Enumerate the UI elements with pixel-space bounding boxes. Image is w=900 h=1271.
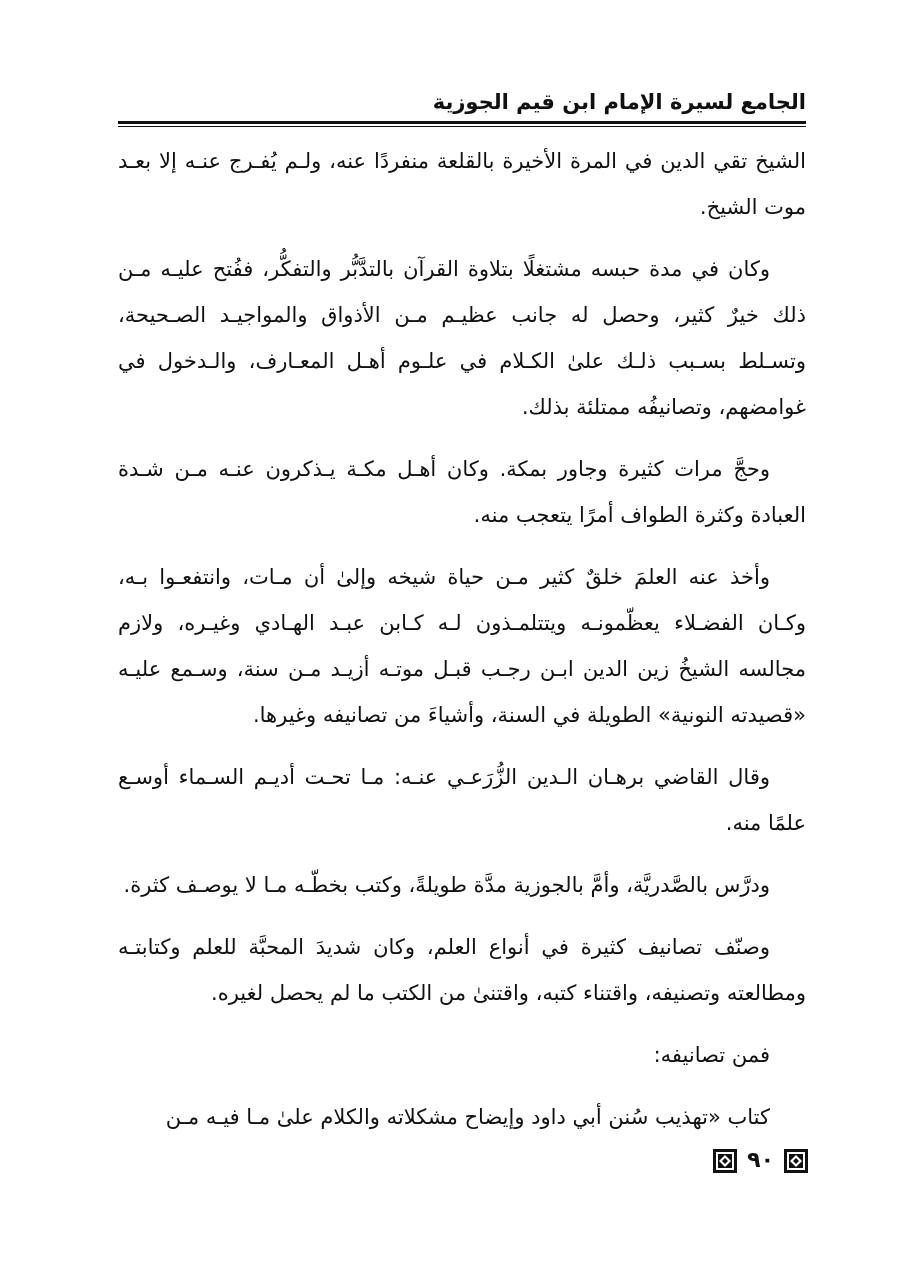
ornament-icon [713, 1149, 737, 1173]
page-number: ٩٠ [747, 1148, 774, 1173]
paragraph: فمن تصانيفه: [653, 1043, 770, 1067]
paragraph: كتاب «تهذيب سُنن أبي داود وإيضاح مشكلاته والكلام علىٰ مـا فيـه مـن [165, 1105, 770, 1129]
header-rule-thick [118, 121, 806, 124]
ornament-icon [784, 1149, 808, 1173]
page-header [118, 84, 806, 120]
paragraph: وقال القاضي برهـان الـدين الزُّرَعـي عنـه: مـا تحـت أديـم السـماء أوسـع علمًا منه. [118, 765, 806, 835]
body-text [118, 138, 806, 1156]
paragraph: الشيخ تقي الدين في المرة الأخيرة بالقلعة منفردًا عنه، ولـم يُفـرج عنـه إلا بعـد موت الشيخ. [118, 149, 806, 219]
paragraph: ودرَّس بالصَّدريَّة، وأمَّ بالجوزية مدَّة طويلةً، وكتب بخطّـه مـا لا يوصـف كثرة. [123, 873, 770, 897]
paragraph: وأخذ عنه العلمَ خلقٌ كثير مـن حياة شيخه وإلىٰ أن مـات، وانتفعـوا بـه، وكـان الفضـلاء يعظّمونـه ويتتلمـذون لـه كـابن عبـد الهـادي وغيـره، ولازم مجالسه الشيخُ زين الدين ابـن رجـب قبـل موتـه أزيـد مـن سنة، وسـمع عليـه «قصيدته النونية» الطويلة في السنة، وأشياءَ من تصانيفه وغيرها. [118, 565, 806, 727]
paragraph: وحجَّ مرات كثيرة وجاور بمكة. وكان أهـل مكـة يـذكرون عنـه مـن شـدة العبادة وكثرة الطواف أمرًا يتعجب منه. [118, 457, 806, 527]
paragraph: وكان في مدة حبسه مشتغلًا بتلاوة القرآن بالتدَّبُّر والتفكُّر، ففُتح عليـه مـن ذلك خيرٌ كثير، وحصل له جانب عظيـم مـن الأذواق والمواجيـد الصـحيحة، وتسـلط بسـبب ذلـك علىٰ الكـلام في علـوم أهـل المعـارف، والـدخول في غوامضهم، وتصانيفُه ممتلئة بذلك. [118, 257, 806, 419]
paragraph: وصنّف تصانيف كثيرة في أنواع العلم، وكان شديدَ المحبَّة للعلم وكتابتـه ومطالعته وتصنيفه، واقتناء كتبه، واقتنىٰ من الكتب ما لم يحصل لغيره. [118, 935, 806, 1005]
page-footer [713, 1146, 808, 1176]
running-header-title: الجامع لسيرة الإمام ابن قيم الجوزية [432, 90, 806, 114]
header-rule-thin [118, 126, 806, 127]
